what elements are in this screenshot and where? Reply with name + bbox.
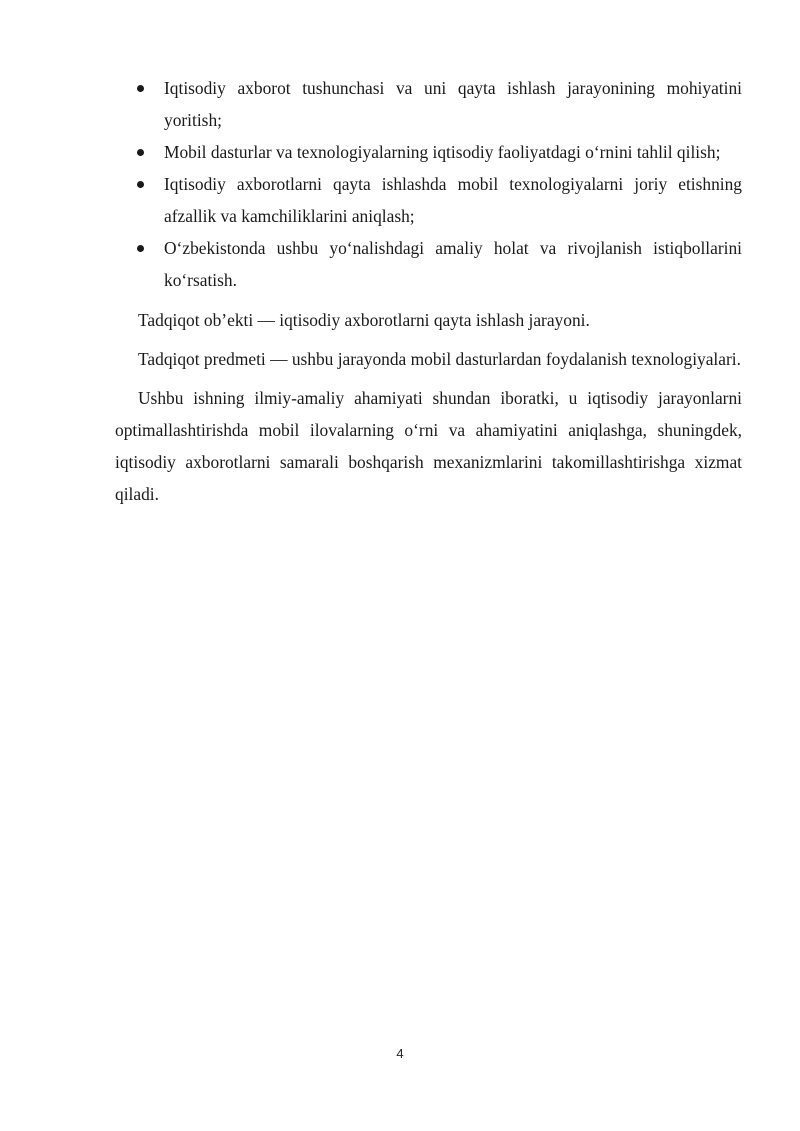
- list-item: [115, 232, 742, 296]
- bullet-dot-icon: [137, 181, 144, 188]
- list-item-text: Mobil dasturlar va texnologiyalarning iqtisodiy faoliyatdagi o‘rnini tahlil qilish;: [164, 142, 721, 162]
- list-item: [115, 136, 742, 168]
- significance-paragraph: Ushbu ishning ilmiy-amaliy ahamiyati shundan iboratki, u iqtisodiy jarayonlarni optimallashtirishda mobil ilovalarning o‘rni va ahamiyatini aniqlashga, shuningdek, iqtisodiy axborotlarni samarali boshqarish mexanizmlarini takomillashtirishga xizmat qiladi.: [115, 388, 742, 504]
- objectives-list: [115, 72, 742, 296]
- page-content: [115, 72, 742, 510]
- page-number: 4: [396, 1046, 404, 1061]
- research-subject-paragraph: Tadqiqot predmeti — ushbu jarayonda mobil dasturlardan foydalanish texnologiyalari.: [138, 349, 741, 369]
- bullet-dot-icon: [137, 149, 144, 156]
- list-item-text: Iqtisodiy axborotlarni qayta ishlashda mobil texnologiyalarni joriy etishning afzallik va kamchiliklarini aniqlash;: [164, 174, 742, 226]
- list-item: [115, 168, 742, 232]
- bullet-dot-icon: [137, 85, 144, 92]
- bullet-dot-icon: [137, 245, 144, 252]
- list-item: [115, 72, 742, 136]
- list-item-text: Iqtisodiy axborot tushunchasi va uni qayta ishlash jarayonining mohiyatini yoritish;: [164, 78, 742, 130]
- research-object-paragraph: Tadqiqot ob’ekti — iqtisodiy axborotlarni qayta ishlash jarayoni.: [138, 310, 590, 330]
- list-item-text: O‘zbekistonda ushbu yo‘nalishdagi amaliy holat va rivojlanish istiqbollarini ko‘rsatish.: [164, 238, 742, 290]
